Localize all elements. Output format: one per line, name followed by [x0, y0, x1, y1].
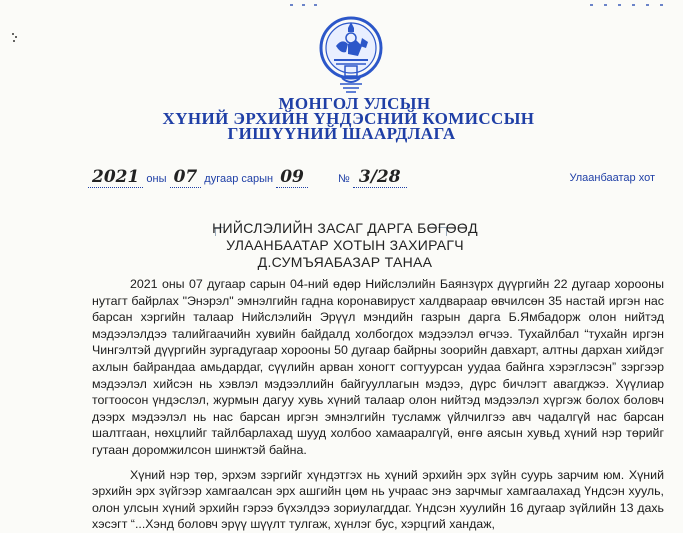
date-month-suffix: дугаар сарын — [204, 173, 274, 185]
scan-marks — [12, 33, 17, 43]
addressee-line-3: Д.СУМЪЯАБАЗАР ТАНАА — [257, 254, 433, 270]
org-line-3: ГИШҮҮНИЙ ШААРДЛАГА — [227, 124, 456, 143]
body-paragraph-1: 2021 оны 07 дугаар сарын 04-ний өдөр Нийслэлийн Баянзүрх дүүргийн 22 дугаар хорооны нутагт байрлах "Энэрэл" эмнэлгийн гадна коронавируст халдвараар өвчилсөн 35 настай иргэн нас барсан хэргийн талаар Нийслэлийн Эрүүл мэндийн газрын дарга Б.Ямбадорж олон нийтэд мэдээлэлдээ талийгаачийн хувийн байдалд холбогдох мэдээлэл өгчээ. Тухайлбал “тухайн иргэн Чингэлтэй дүүргийн зургадугаар хорооны 50 дугаар байрны зоорийн давхарт, алтны дархан хийдэг ахлын байрандаа амьдардаг, сүүлийн арван хоногт согтуурсан уудаа байнга хэрэглэсэн” зэргээр мэдээлэл хийсэн нь хэвлэл мэдээллийн байгууллагын мэдээ, дүрс бичлэгт авагджээ. Хүүлиар тогтоосон үндэслэл, журмын дагуу хувь хүний талаар олон нийтэд мэдээлэл хүргэж болох боловч дээрх мэдээлэл нь нас барсан иргэн эмнэлгийн тусламж үйлчилгээ авч чадалгүй нас барсан шалтгаан, нөхцлийг тайлбарлахад шууд холбоо хамааралгүй, өнгө аясын хувьд хүний нэр төрийг гутаан доромжилсон шинжтэй байна. — [92, 277, 664, 457]
date-year-suffix: оны — [146, 173, 167, 185]
org-line-1: МОНГОЛ УЛСЫН — [278, 94, 431, 113]
letter-body — [92, 276, 664, 533]
addressee-line-1: НИЙСЛЭЛИЙН ЗАСАГ ДАРГА БӨГӨӨД — [212, 220, 478, 236]
number-value: 3/28 — [353, 167, 407, 188]
document-city: Улаанбаатар хот — [569, 172, 655, 184]
number-label: № — [338, 173, 350, 185]
date-day: 09 — [276, 167, 308, 188]
addressee-line-2: УЛААНБААТАР ХОТЫН ЗАХИРАГЧ — [226, 237, 464, 253]
addressee-block — [200, 220, 490, 271]
date-month: 07 — [170, 167, 202, 188]
organization-header — [0, 96, 683, 141]
body-paragraph-2: Хүний нэр төр, эрхэм зэргийг хүндэтгэх нь хүний эрхийн эрх зүйн суурь зарчим юм. Хүний эрхийн эрх зүйгээр хамгаалсан эрх ашгийн цөм нь учраас энэ зарчмыг хамгаалахад Үндсэн хууль, олон улсын хүний эрхийн гэрээ бүхэлдээ зориулагддаг. Үндсэн хуулийн 16 дугаар зүйлийн 13 дахь хэсэгт “...Хэнд боловч эрүү шүүлт тулгаж, хүнлэг бус, хэрцгий хандаж, — [92, 467, 664, 532]
document-number — [338, 167, 407, 187]
state-emblem-icon — [318, 8, 384, 96]
document-date — [88, 167, 308, 187]
org-line-2: ХҮНИЙ ЭРХИЙН ҮНДЭСНИЙ КОМИССЫН — [162, 109, 535, 128]
date-year: 2021 — [88, 167, 143, 188]
